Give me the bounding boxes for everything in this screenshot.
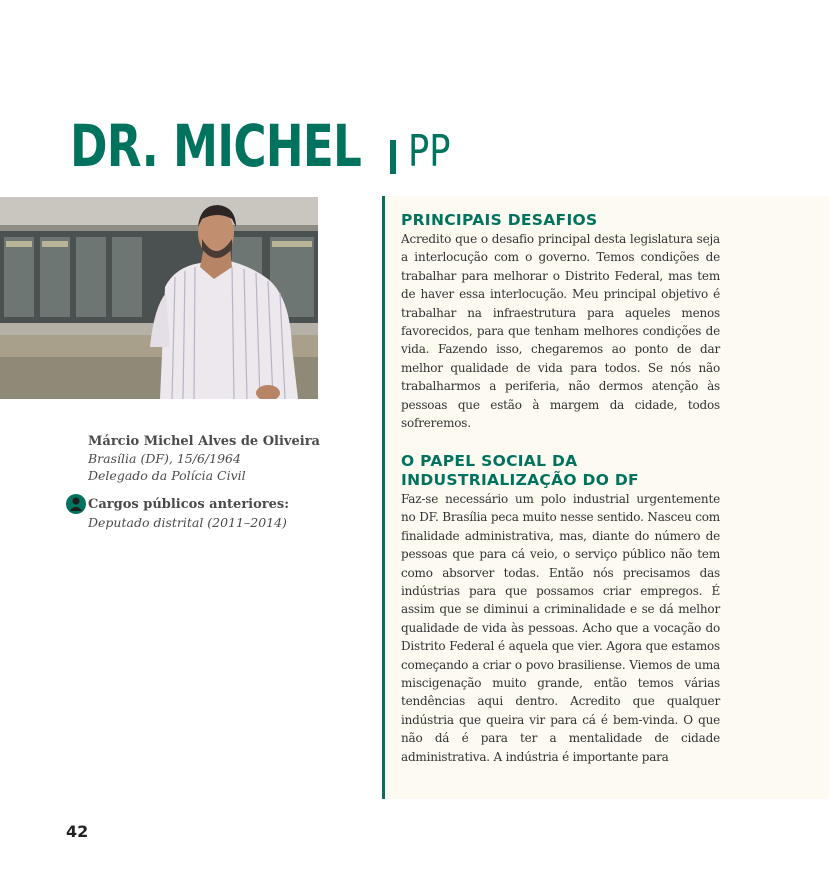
section-heading: O PAPEL SOCIAL DA INDUSTRIALIZAÇÃO DO DF bbox=[401, 452, 639, 489]
section-text: Faz-se necessário um polo industrial urgentemente no DF. Brasília peca muito nesse sentido. Nasceu com finalidade administrativa, mas, diante do número de pessoas que para cá veio, o serviço público não tem como absorver todas. Então nós precisamos das indústrias para que possamos criar empregos. É assim que se diminui a criminalidade e se dá melhor qualidade de vida às pessoas. Acho que a vocação do Distrito Federal é aquela que vier. Agora que estamos começando a criar o povo brasiliense. Viemos de uma miscigenação muito grande, então temos várias tendências aqui dentro. Acredito que qualquer indústria que queira vir para cá é bem-vinda. O que não dá é para ter a mentalidade de cidade administrativa. A indústria é importante para bbox=[401, 492, 720, 764]
full-name: Márcio Michel Alves de Oliveira bbox=[88, 434, 320, 449]
birth-info: Brasília (DF), 15/6/1964 bbox=[88, 451, 241, 466]
title-divider bbox=[390, 140, 396, 174]
portrait-photo bbox=[0, 197, 318, 399]
person-icon bbox=[66, 494, 86, 514]
section-challenges bbox=[401, 211, 720, 432]
politician-name: DR. MICHEL bbox=[70, 112, 362, 180]
section-text: Acredito que o desafio principal desta legislatura seja a interlocução com o governo. Temos condições de trabalhar para melhorar o Distrito Federal, mas tem de haver essa interlocução. Meu principal objetivo é trabalhar na infraestrutura para aqueles menos favorecidos, para que tenham melhores condições de vida. Fazendo isso, chegaremos ao ponto de dar melhor qualidade de vida para todos. Se nós não trabalharmos a periferia, não dermos atenção às pessoas que estão à margem da cidade, todos sofreremos. bbox=[401, 232, 720, 431]
profile-info bbox=[88, 433, 320, 484]
previous-positions-value: Deputado distrital (2011–2014) bbox=[88, 515, 287, 530]
page-title bbox=[70, 112, 451, 180]
party-label: PP bbox=[408, 126, 451, 177]
previous-positions-label: Cargos públicos anteriores: bbox=[88, 497, 290, 512]
page-number: 42 bbox=[66, 822, 89, 841]
section-heading: PRINCIPAIS DESAFIOS bbox=[401, 211, 598, 229]
section-industrialization bbox=[401, 452, 720, 766]
occupation: Delegado da Polícia Civil bbox=[88, 468, 246, 483]
